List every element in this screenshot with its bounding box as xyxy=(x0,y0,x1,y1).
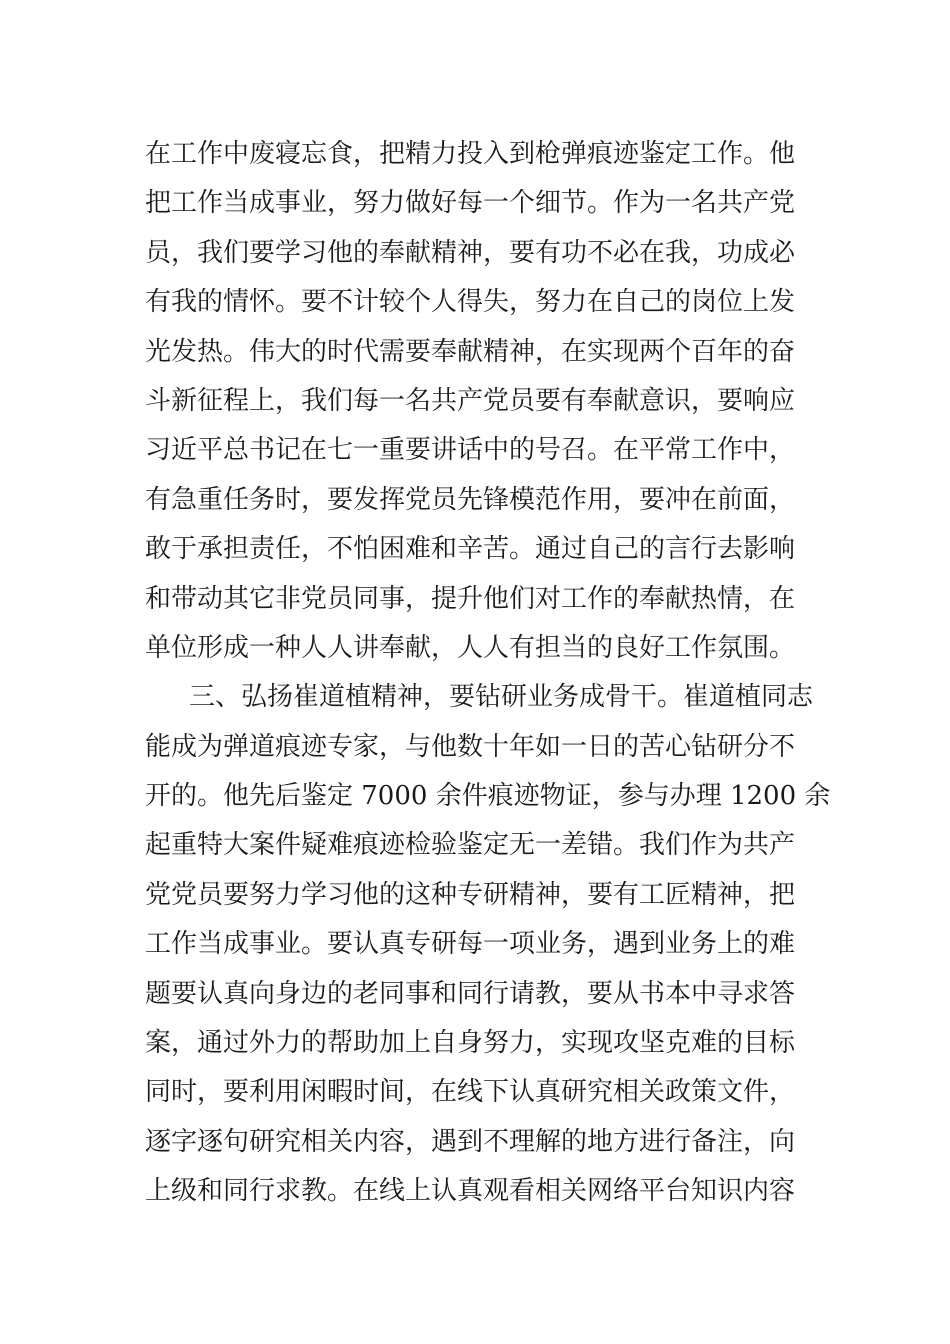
text-line-21: 逐字逐句研究相关内容，遇到不理解的地方进行备注，向 xyxy=(145,1126,796,1157)
text-line-1: 在工作中废寝忘食，把精力投入到枪弹痕迹鉴定工作。他 xyxy=(145,139,796,169)
text-line-3: 员，我们要学习他的奉献精神，要有功不必在我，功成必 xyxy=(145,237,796,268)
text-line-19: 案，通过外力的帮助加上自身努力，实现攻坚克难的目标 xyxy=(145,1028,796,1059)
text-line-14: 开的。他先后鉴定 7000 余件痕迹物证，参与办理 1200 余 xyxy=(145,781,831,812)
text-line-15: 起重特大案件疑难痕迹检验鉴定无一差错。我们作为共产 xyxy=(145,830,796,861)
text-line-17: 工作当成事业。要认真专研每一项业务，遇到业务上的难 xyxy=(145,929,796,960)
text-line-20: 同时，要利用闲暇时间，在线下认真研究相关政策文件， xyxy=(145,1077,796,1108)
text-line-8: 有急重任务时，要发挥党员先锋模范作用，要冲在前面， xyxy=(145,484,796,515)
section-heading-line: 三、弘扬崔道植精神，要钻研业务成骨干。崔道植同志 xyxy=(189,682,814,713)
text-line-13: 能成为弹道痕迹专家，与他数十年如一日的苦心钻研分不 xyxy=(145,731,796,762)
text-line-18: 题要认真向身边的老同事和同行请教，要从书本中寻求答 xyxy=(145,978,796,1009)
text-line-4: 有我的情怀。要不计较个人得失，努力在自己的岗位上发 xyxy=(145,287,796,318)
text-line-6: 斗新征程上，我们每一名共产党员要有奉献意识，要响应 xyxy=(145,385,796,416)
text-line-9: 敢于承担责任，不怕困难和辛苦。通过自己的言行去影响 xyxy=(145,534,796,565)
text-line-10: 和带动其它非党员同事，提升他们对工作的奉献热情，在 xyxy=(145,583,796,614)
text-line-2: 把工作当成事业，努力做好每一个细节。作为一名共产党 xyxy=(145,188,796,219)
text-line-22: 上级和同行求教。在线上认真观看相关网络平台知识内容 xyxy=(145,1176,796,1207)
text-line-11: 单位形成一种人人讲奉献，人人有担当的良好工作氛围。 xyxy=(145,632,796,663)
document-body xyxy=(145,130,831,1217)
text-line-5: 光发热。伟大的时代需要奉献精神，在实现两个百年的奋 xyxy=(145,336,796,367)
text-line-16: 党党员要努力学习他的这种专研精神，要有工匠精神，把 xyxy=(145,879,796,910)
text-line-7: 习近平总书记在七一重要讲话中的号召。在平常工作中， xyxy=(145,435,796,466)
